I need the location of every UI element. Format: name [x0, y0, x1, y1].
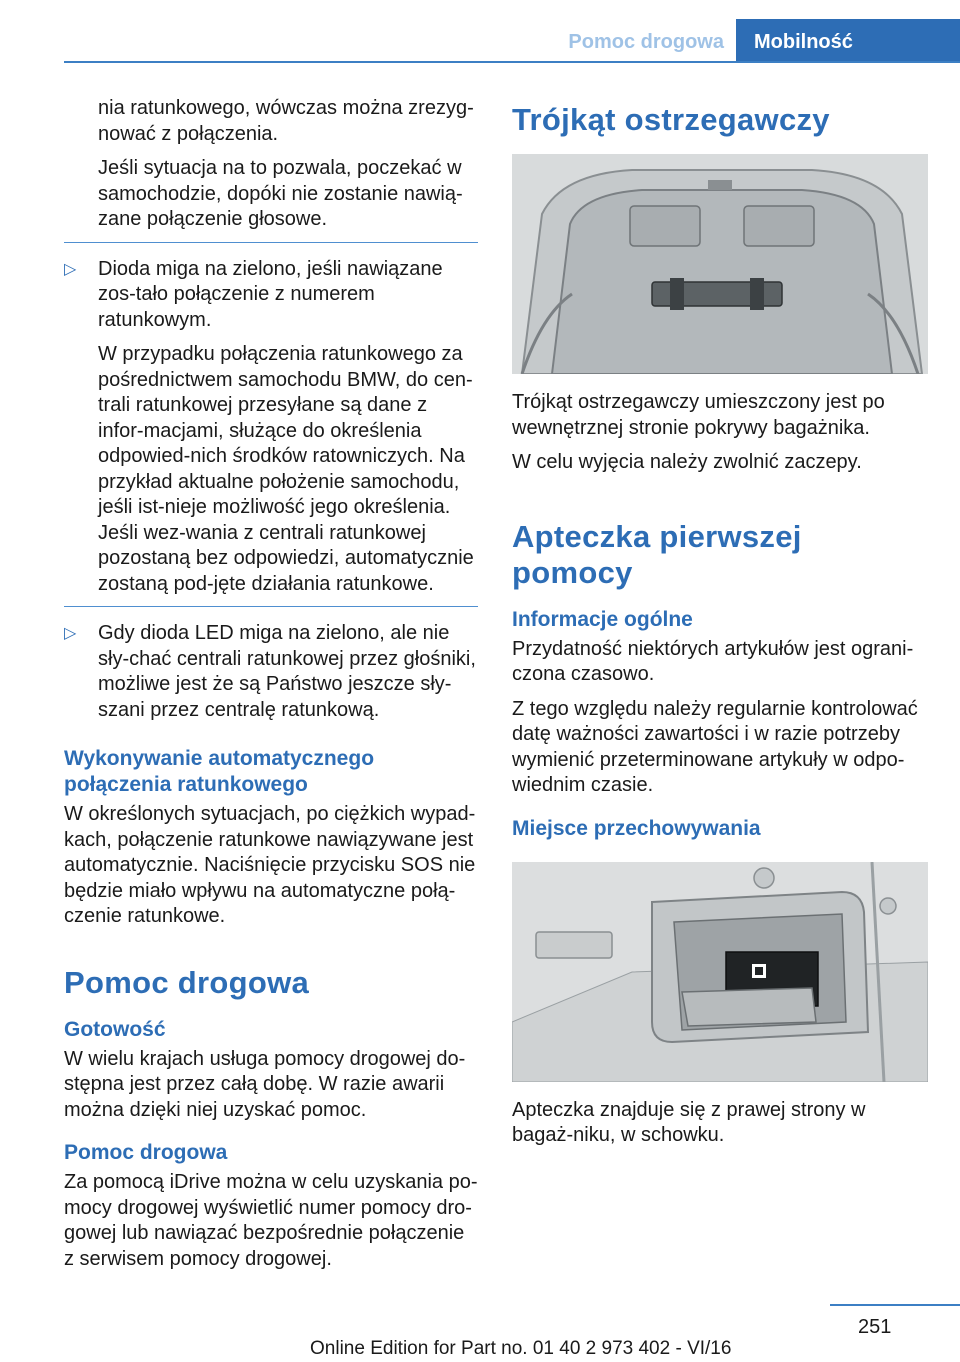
bullet-divider — [64, 242, 478, 243]
paragraph: W określonych sytuacjach, po ciężkich wypad‐kach, połączenie ratunkowe nawiązywane jest automatycznie. Naciśnięcie przycisku SOS nie będzie miało wpływu na automatyczne połą‐czenie ratunkowe. — [64, 803, 476, 927]
edition-footer: Online Edition for Part no. 01 40 2 973 402 - VI/16 — [310, 1338, 732, 1359]
paragraph: Z tego względu należy regularnie kontrolować datę ważności zawartości i w razie potrzeby wymienić przeterminowane artykuły w odpo‐wiednim czasie. — [512, 697, 918, 796]
subheading: Informacje ogólne — [512, 607, 693, 631]
paragraph: W celu wyjęcia należy zwolnić zaczepy. — [512, 451, 862, 473]
paragraph: Dioda miga na zielono, jeśli nawiązane zos‐tało połączenie z numerem ratunkowym. — [98, 257, 443, 331]
running-header-section: Pomoc drogowa — [568, 31, 724, 53]
paragraph: nia ratunkowego, wówczas można zrezyg‐nować z połączenia. — [98, 97, 474, 145]
paragraph: Apteczka znajduje się z prawej strony w bagaż‐niku, w schowku. — [512, 1098, 866, 1146]
trunk-storage-illustration — [512, 862, 928, 1082]
trunk-lid-illustration — [512, 154, 928, 374]
left-column — [64, 96, 478, 1281]
bullet-item — [64, 621, 478, 723]
warning-triangle-location-image — [512, 154, 928, 374]
bullet-triangle-icon: ▷ — [64, 625, 77, 642]
subheading: Pomoc drogowa — [64, 1141, 228, 1164]
header-rule — [64, 61, 960, 63]
paragraph: Gdy dioda LED miga na zielono, ale nie sły‐chać centrali ratunkowej przez głośniki, możliwe jest że są Państwo jeszcze sły‐szani przez centralę ratunkową. — [98, 622, 476, 721]
right-column — [512, 96, 928, 1158]
running-header-chapter-tab: Mobilność — [736, 19, 960, 63]
paragraph: Jeśli sytuacja na to pozwala, poczekać w samochodzie, dopóki nie zostanie nawią‐zane połączenie głosowe. — [98, 157, 463, 230]
bullet-item — [64, 257, 478, 598]
page-number: 251 — [858, 1316, 892, 1338]
paragraph: Trójkąt ostrzegawczy umieszczony jest po wewnętrznej stronie pokrywy bagażnika. — [512, 391, 885, 439]
footer-rule — [830, 1304, 960, 1306]
section-heading: Apteczka pierwszej pomocy — [512, 518, 802, 590]
bullet-divider — [64, 606, 478, 607]
paragraph: Przydatność niektórych artykułów jest ograni‐czona czasowo. — [512, 637, 914, 685]
subheading: Wykonywanie automatycznego połączenia ratunkowego — [64, 747, 375, 796]
subheading: Miejsce przechowywania — [512, 816, 761, 840]
bullet-triangle-icon: ▷ — [64, 260, 77, 278]
paragraph: W wielu krajach usługa pomocy drogowej do‐stępna jest przez całą dobę. W razie awarii można dzięki niej uzyskać pomoc. — [64, 1047, 466, 1121]
subheading: Gotowość — [64, 1017, 166, 1041]
section-heading: Pomoc drogowa — [64, 964, 310, 1000]
paragraph: Za pomocą iDrive można w celu uzyskania po‐mocy drogowej wyświetlić numer pomocy dro‐gowej lub nawiązać bezpośrednie połączenie z serwisem pomocy drogowej. — [64, 1171, 478, 1270]
paragraph: W przypadku połączenia ratunkowego za pośrednictwem samochodu BMW, do cen‐trali ratunkowej przesyłane są dane z infor‐macjami, służące do określenia odpowied‐nich środków ratowniczych. Na przykład aktualne położenie samochodu, jeśli ist‐nieje możliwość jego określenia. Jeśli wez‐wania z centrali ratunkowej pozostaną bez odpowiedzi, automatycznie zostaną pod‐jęte działania ratunkowe. — [98, 343, 474, 595]
section-heading: Trójkąt ostrzegawczy — [512, 102, 830, 137]
first-aid-kit-location-image — [512, 862, 928, 1082]
